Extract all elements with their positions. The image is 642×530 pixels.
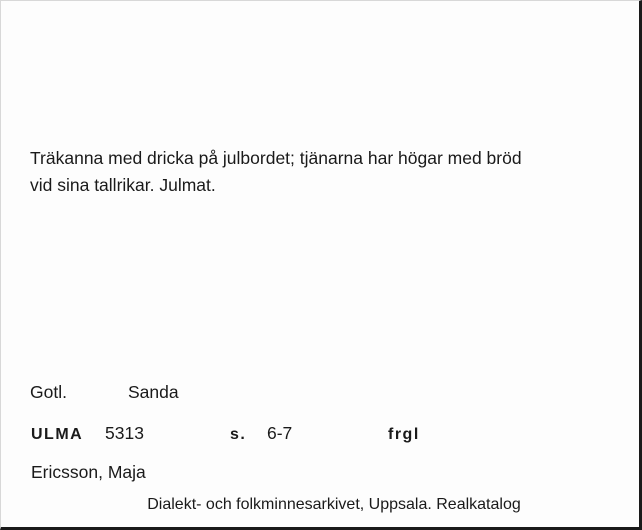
- archive-footer: Dialekt- och folkminnesarkivet, Uppsala. Realkatalog: [147, 496, 521, 513]
- description-line-1: Träkanna med dricka på julbordet; tjänarna har högar med bröd: [30, 148, 522, 168]
- card-description: [30, 145, 620, 199]
- type-code: frgl: [388, 426, 420, 443]
- page-label: s.: [230, 426, 247, 443]
- collector-name: Ericsson, Maja: [31, 462, 146, 482]
- parish: Sanda: [128, 382, 179, 402]
- archive-number: 5313: [105, 423, 144, 443]
- province: Gotl.: [30, 382, 67, 402]
- description-line-2: vid sina tallrikar. Julmat.: [30, 175, 216, 195]
- page-range: 6-7: [267, 423, 293, 443]
- archive-label: ULMA: [31, 426, 84, 443]
